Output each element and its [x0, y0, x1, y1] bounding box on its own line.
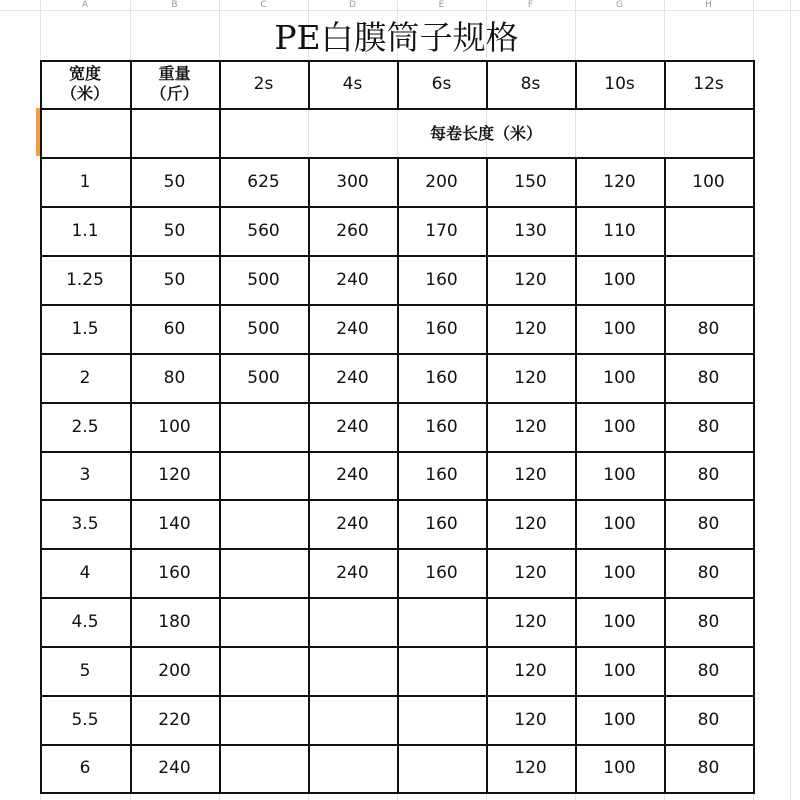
cell-length[interactable]: 80 — [697, 709, 720, 730]
cell-weight[interactable]: 80 — [163, 367, 186, 388]
table-border-horizontal — [40, 108, 755, 110]
cell-length[interactable]: 160 — [425, 269, 458, 290]
cell-weight[interactable]: 180 — [158, 611, 191, 632]
subheader-length-per-roll[interactable]: 每卷长度（米） — [429, 124, 542, 143]
table-border-vertical — [40, 60, 42, 792]
header-thickness-10s[interactable]: 10s — [604, 74, 635, 94]
cell-length[interactable]: 100 — [603, 269, 636, 290]
cell-weight[interactable]: 220 — [158, 709, 191, 730]
cell-length[interactable]: 100 — [603, 611, 636, 632]
cell-width[interactable]: 4 — [79, 562, 91, 583]
cell-length[interactable]: 80 — [697, 660, 720, 681]
cell-length[interactable]: 500 — [247, 269, 280, 290]
column-header-a[interactable]: A — [81, 0, 89, 10]
column-header-c[interactable]: C — [260, 0, 267, 10]
cell-length[interactable]: 240 — [336, 269, 369, 290]
cell-width[interactable]: 6 — [79, 758, 91, 778]
column-header-e[interactable]: E — [438, 0, 445, 10]
cell-length[interactable]: 100 — [603, 709, 636, 730]
cell-length[interactable]: 120 — [514, 318, 547, 339]
table-border-vertical — [486, 157, 488, 792]
header-width[interactable] — [40, 60, 130, 108]
cell-length[interactable]: 100 — [603, 318, 636, 339]
cell-weight[interactable]: 100 — [158, 416, 191, 437]
cell-length[interactable]: 80 — [697, 562, 720, 583]
cell-length[interactable]: 200 — [425, 171, 458, 192]
cell-length[interactable] — [219, 597, 308, 646]
cell-weight[interactable]: 50 — [163, 220, 186, 241]
cell-length[interactable]: 120 — [514, 465, 547, 485]
cell-length[interactable]: 160 — [425, 318, 458, 339]
cell-length[interactable]: 120 — [603, 171, 636, 192]
cell-length[interactable]: 100 — [692, 171, 725, 192]
cell-length[interactable]: 120 — [514, 758, 547, 778]
cell-length[interactable]: 160 — [425, 513, 458, 534]
cell-length[interactable] — [219, 646, 308, 695]
header-thickness-4s[interactable]: 4s — [342, 74, 363, 94]
cell-length[interactable]: 130 — [514, 220, 547, 241]
cell-length[interactable]: 240 — [336, 416, 369, 437]
cell-length[interactable] — [397, 695, 486, 744]
cell-length[interactable]: 300 — [336, 171, 369, 192]
table-border-vertical — [219, 60, 221, 792]
header-width-text — [61, 64, 109, 104]
cell-length[interactable]: 160 — [425, 562, 458, 583]
header-thickness-2s[interactable]: 2s — [253, 74, 274, 94]
cell-length[interactable] — [397, 646, 486, 695]
cell-length[interactable]: 120 — [514, 660, 547, 681]
column-header-g[interactable]: G — [616, 0, 623, 10]
header-width-label: 宽度 — [68, 64, 101, 83]
column-header-h[interactable]: H — [705, 0, 712, 10]
cell-width[interactable]: 1.5 — [71, 318, 99, 339]
cell-length[interactable]: 500 — [247, 318, 280, 339]
cell-length[interactable]: 560 — [247, 220, 280, 241]
cell-length[interactable]: 120 — [514, 416, 547, 437]
cell-width[interactable]: 5 — [79, 660, 91, 681]
cell-width[interactable]: 3.5 — [71, 513, 99, 534]
cell-length[interactable]: 120 — [514, 709, 547, 730]
cell-length[interactable]: 120 — [514, 269, 547, 290]
cell-length[interactable]: 170 — [425, 220, 458, 241]
cell-length[interactable]: 240 — [336, 318, 369, 339]
cell-width[interactable]: 2 — [79, 367, 91, 388]
cell-length[interactable]: 160 — [425, 465, 458, 485]
cell-length[interactable]: 260 — [336, 220, 369, 241]
cell-length[interactable]: 240 — [336, 367, 369, 388]
cell-length[interactable]: 100 — [603, 562, 636, 583]
cell-length[interactable] — [219, 744, 308, 792]
table-border-vertical — [486, 60, 488, 108]
header-weight-text — [150, 64, 198, 104]
table-border-vertical — [664, 157, 666, 792]
column-header-d[interactable]: D — [349, 0, 356, 10]
cell-length[interactable]: 240 — [336, 562, 369, 583]
cell-width[interactable]: 1.1 — [71, 220, 99, 241]
header-weight-label: 重量 — [158, 64, 191, 83]
cell-length[interactable] — [219, 402, 308, 451]
cell-length[interactable]: 80 — [697, 416, 720, 437]
cell-length[interactable] — [219, 499, 308, 548]
cell-length[interactable] — [219, 451, 308, 499]
header-width-unit: （米） — [60, 84, 109, 103]
table-border-horizontal — [40, 792, 755, 794]
cell-width[interactable]: 3 — [79, 465, 91, 485]
cell-length[interactable]: 160 — [425, 416, 458, 437]
cell-width[interactable]: 5.5 — [71, 709, 99, 730]
cell-length[interactable]: 80 — [697, 318, 720, 339]
cell-length[interactable] — [308, 597, 397, 646]
table-border-vertical — [308, 60, 310, 108]
cell-length[interactable]: 120 — [514, 367, 547, 388]
column-header-f[interactable]: F — [527, 0, 534, 10]
header-thickness-8s[interactable]: 8s — [520, 74, 541, 94]
table-border-vertical — [575, 157, 577, 792]
cell-length[interactable]: 100 — [603, 513, 636, 534]
cell-length[interactable]: 110 — [603, 220, 636, 241]
cell-length[interactable]: 100 — [603, 758, 636, 778]
cell-width[interactable]: 2.5 — [71, 416, 99, 437]
cell-weight[interactable]: 50 — [163, 171, 186, 192]
cell-length[interactable] — [308, 695, 397, 744]
cell-length[interactable] — [397, 597, 486, 646]
cell-length[interactable] — [397, 744, 486, 792]
cell-length[interactable]: 100 — [603, 660, 636, 681]
cell-weight[interactable]: 240 — [158, 758, 191, 778]
cell-length[interactable]: 100 — [603, 465, 636, 485]
cell-width[interactable]: 1.25 — [66, 269, 104, 290]
cell-length[interactable] — [219, 695, 308, 744]
table-border-vertical — [397, 157, 399, 792]
cell-length[interactable] — [219, 548, 308, 597]
table-border-vertical — [308, 157, 310, 792]
header-thickness-12s[interactable]: 12s — [693, 74, 724, 94]
table-border-vertical — [397, 60, 399, 108]
column-header-b[interactable]: B — [171, 0, 178, 10]
cell-weight[interactable]: 60 — [163, 318, 186, 339]
cell-length[interactable]: 120 — [514, 562, 547, 583]
cell-length[interactable] — [664, 255, 753, 304]
subheader-empty-cell[interactable] — [40, 108, 130, 157]
cell-length[interactable]: 120 — [514, 611, 547, 632]
cell-length[interactable] — [308, 646, 397, 695]
table-border-vertical — [575, 60, 577, 108]
cell-length[interactable]: 160 — [425, 367, 458, 388]
table-border-vertical — [753, 60, 755, 792]
header-weight[interactable] — [130, 60, 219, 108]
cell-length[interactable]: 80 — [697, 611, 720, 632]
cell-length[interactable]: 500 — [247, 367, 280, 388]
cell-weight[interactable]: 140 — [158, 513, 191, 534]
cell-length[interactable]: 120 — [514, 513, 547, 534]
cell-weight[interactable]: 160 — [158, 562, 191, 583]
header-weight-unit: （斤） — [150, 84, 199, 103]
header-thickness-6s[interactable]: 6s — [431, 74, 452, 94]
cell-length[interactable]: 80 — [697, 367, 720, 388]
cell-length[interactable] — [664, 206, 753, 255]
cell-length[interactable]: 150 — [514, 171, 547, 192]
cell-width[interactable]: 1 — [79, 171, 91, 192]
cell-weight[interactable]: 120 — [158, 465, 191, 485]
cell-width[interactable]: 4.5 — [71, 611, 99, 632]
cell-weight[interactable]: 50 — [163, 269, 186, 290]
cell-length[interactable]: 100 — [603, 367, 636, 388]
cell-length[interactable]: 80 — [697, 465, 720, 485]
table-border-vertical — [664, 60, 666, 108]
subheader-empty-cell[interactable] — [130, 108, 219, 157]
cell-length[interactable] — [308, 744, 397, 792]
cell-length[interactable]: 240 — [336, 513, 369, 534]
cell-length[interactable]: 80 — [697, 758, 720, 778]
cell-weight[interactable]: 200 — [158, 660, 191, 681]
gridline-vertical — [790, 0, 791, 800]
table-border-vertical — [130, 60, 132, 792]
cell-length[interactable]: 80 — [697, 513, 720, 534]
cell-length[interactable]: 625 — [247, 171, 280, 192]
cell-length[interactable]: 240 — [336, 465, 369, 485]
cell-length[interactable]: 100 — [603, 416, 636, 437]
sheet-title: PE白膜筒子规格 — [274, 17, 519, 57]
